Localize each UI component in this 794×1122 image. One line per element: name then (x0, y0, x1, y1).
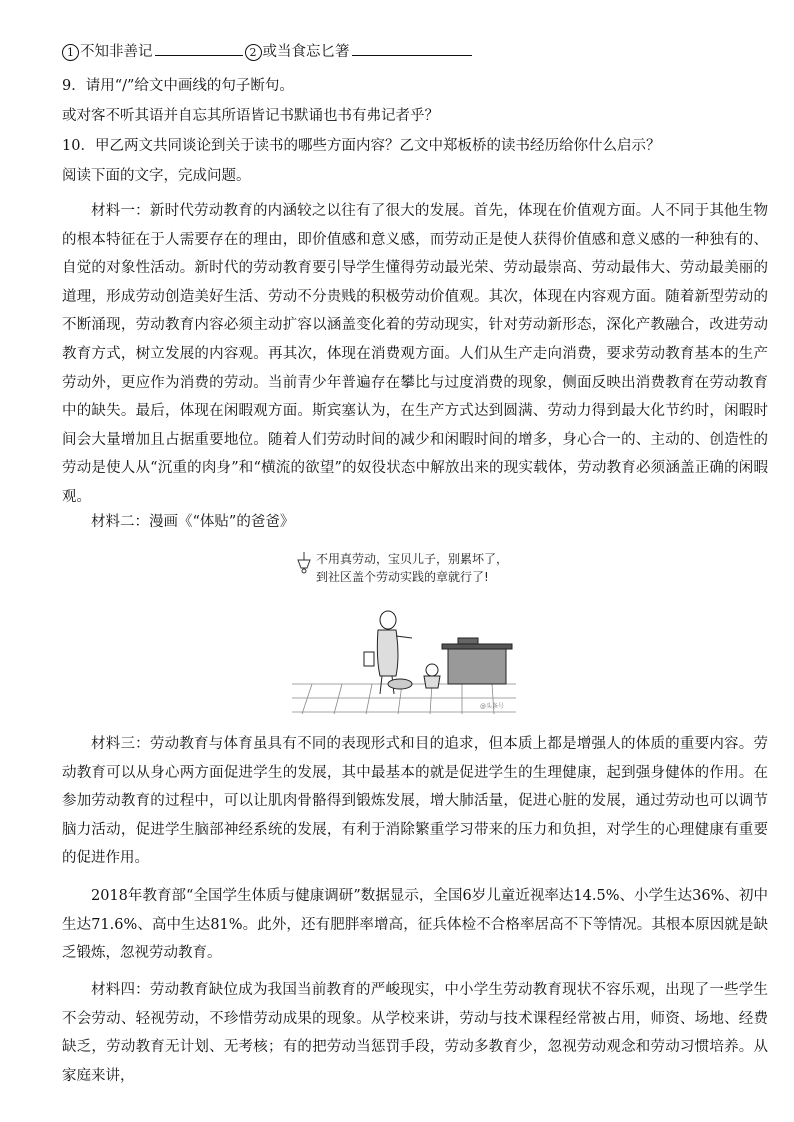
material-2-title: 材料二：漫画《“体贴”的爸爸》 (91, 514, 295, 530)
q8-blanks-line (62, 40, 762, 64)
watermark: @头条号 (480, 703, 505, 710)
q10-question: 10．甲乙两文共同谈论到关于读书的哪些方面内容？乙文中郑板桥的读书经历给你什么启示？ (62, 138, 661, 154)
material-4: 材料四：劳动教育缺位成为我国当前教育的严峻现实，中小学生劳动教育现状不容乐观，出现了一些学生不会劳动、轻视劳动，不珍惜劳动成果的现象。从学校来讲，劳动与技术课程经常被占用，师资、场地、经费缺乏，劳动教育无计划、无考核；有的把劳动当惩罚手段，劳动多教育少，忽视劳动观念和劳动习惯培养。从家庭来讲， (62, 982, 768, 1084)
q9-question: 9．请用“/”给文中画线的句子断句。 (62, 78, 294, 94)
q8-item2-text: 或当食忘匕箸 (262, 44, 350, 60)
material-3: 材料三：劳动教育与体育虽具有不同的表现形式和目的追求，但本质上都是增强人的体质的重要内容。劳动教育可以从身心两方面促进学生的发展，其中最基本的就是促进学生的生理健康，起到强身健体的作用。在参加劳动教育的过程中，可以让肌肉骨骼得到锻炼发展，增大肺活量，促进心脏的发展，通过劳动也可以调节脑力活动，促进学生脑部神经系统的发展，有利于消除繁重学习带来的压力和负担，对学生的心理健康有重要的促进作用。 (62, 736, 768, 867)
cartoon-image (292, 548, 516, 716)
answer-blank-1[interactable] (155, 41, 243, 56)
material-1: 材料一：新时代劳动教育的内涵较之以往有了很大的发展。首先，体现在价值观方面。人不同于其他生物的根本特征在于人需要存在的理由，即价值感和意义感，而劳动正是使人获得价值感和意义感的一种独有的、自觉的对象性活动。新时代的劳动教育要引导学生懂得劳动最光荣、劳动最崇高、劳动最伟大、劳动最美丽的道理，形成劳动创造美好生活、劳动不分贵贱的积极劳动价值观。其次，体现在内容观方面。随着新型劳动的不断涌现，劳动教育内容必须主动扩容以涵盖变化着的劳动现实，针对劳动新形态，深化产教融合，改进劳动教育方式，树立发展的内容观。再其次，体现在消费观方面。人们从生产走向消费，要求劳动教育基本的生产劳动外，更应作为消费的劳动。当前青少年普遍存在攀比与过度消费的现象，侧面反映出消费教育在劳动教育中的缺失。最后，体现在闲暇观方面。斯宾塞认为，在生产方式达到圆满、劳动力得到最大化节约时，闲暇时间会大量增加且占据重要地位。随着人们劳动时间的减少和闲暇时间的增多，身心合一的、主动的、创造性的劳动是使人从“沉重的肉身”和“横流的欲望”的奴役状态中解放出来的现实载体，劳动教育必须涵盖正确的闲暇观。 (62, 203, 768, 505)
answer-blank-2[interactable] (352, 41, 472, 56)
cartoon-caption-1: 不用真劳动，宝贝儿子，别累坏了， (316, 552, 509, 566)
item-number: 1 (62, 44, 79, 61)
desk (442, 638, 512, 684)
q9-sentence: 或对客不听其语并自忘其所语皆记书默诵也书有弗记者乎？ (62, 108, 439, 124)
q9-sentence-wrap (62, 104, 762, 128)
data-paragraph: 2018年教育部“全国学生体质与健康调研”数据显示，全国6岁儿童近视率达14.5%、小学生达36%、初中生达71.6%、高中生达81%。此外，还有肥胖率增高，征兵体检不合格率居高不下等情况。其根本原因就是缺乏锻炼，忽视劳动教育。 (62, 888, 768, 962)
q8-item1-text: 不知非善记 (80, 44, 153, 60)
item-number: 2 (245, 44, 262, 61)
reading-intro: 阅读下面的文字，完成问题。 (62, 168, 251, 184)
cartoon-caption-2: 到社区盖个劳动实践的章就行了! (316, 570, 489, 584)
